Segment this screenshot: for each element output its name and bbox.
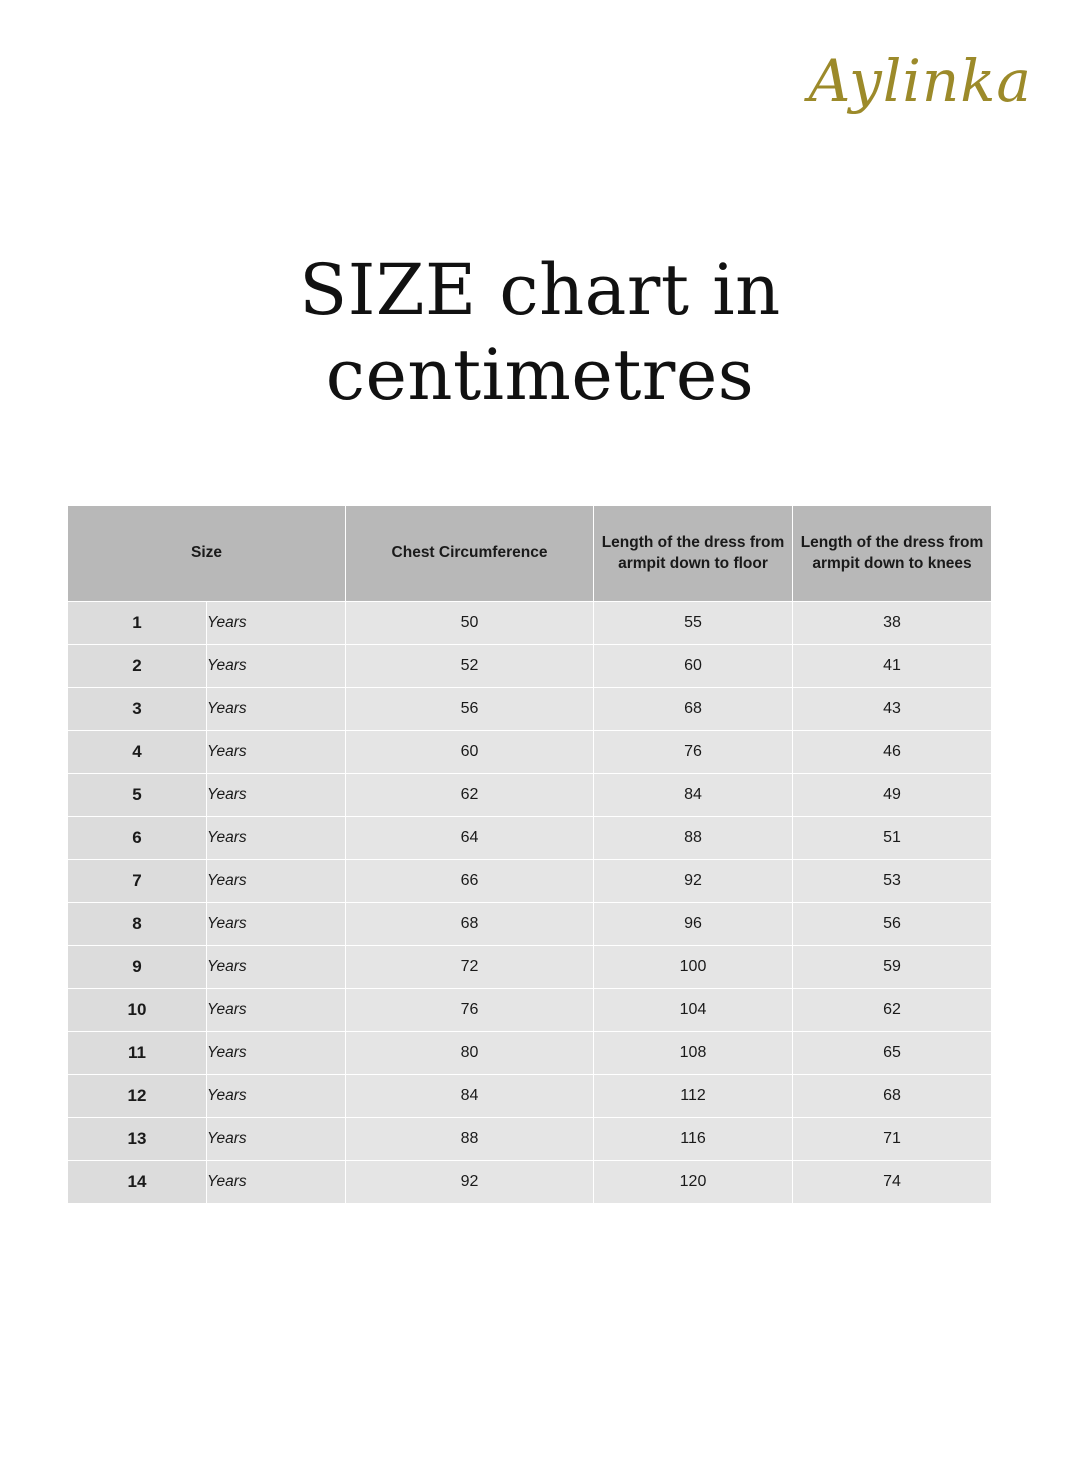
cell-chest-circumference: 84 [346, 1075, 594, 1118]
table-row [68, 602, 992, 645]
cell-length-to-floor: 116 [594, 1118, 793, 1161]
cell-length-to-floor: 55 [594, 602, 793, 645]
size-chart-table-wrapper [67, 505, 991, 1204]
cell-length-to-floor: 96 [594, 903, 793, 946]
cell-size: 1 [68, 602, 207, 645]
column-header-length-to-floor: Length of the dress from armpit down to floor [594, 506, 793, 602]
cell-length-to-knees: 38 [793, 602, 992, 645]
cell-size-unit: Years [207, 1118, 346, 1161]
cell-length-to-knees: 65 [793, 1032, 992, 1075]
cell-chest-circumference: 66 [346, 860, 594, 903]
cell-length-to-floor: 68 [594, 688, 793, 731]
cell-size: 4 [68, 731, 207, 774]
cell-length-to-knees: 53 [793, 860, 992, 903]
table-row [68, 731, 992, 774]
cell-size: 6 [68, 817, 207, 860]
cell-length-to-knees: 49 [793, 774, 992, 817]
column-header-chest-circumference: Chest Circumference [346, 506, 594, 602]
cell-size-unit: Years [207, 946, 346, 989]
table-row [68, 1075, 992, 1118]
cell-size: 5 [68, 774, 207, 817]
cell-chest-circumference: 68 [346, 903, 594, 946]
cell-size-unit: Years [207, 903, 346, 946]
table-row [68, 1032, 992, 1075]
cell-length-to-knees: 43 [793, 688, 992, 731]
cell-size: 13 [68, 1118, 207, 1161]
cell-length-to-floor: 120 [594, 1161, 793, 1204]
table-row [68, 860, 992, 903]
cell-size: 10 [68, 989, 207, 1032]
cell-size-unit: Years [207, 860, 346, 903]
cell-length-to-floor: 100 [594, 946, 793, 989]
cell-size-unit: Years [207, 817, 346, 860]
column-header-length-to-knees: Length of the dress from armpit down to knees [793, 506, 992, 602]
cell-size-unit: Years [207, 1075, 346, 1118]
table-body [68, 602, 992, 1204]
cell-size: 8 [68, 903, 207, 946]
cell-chest-circumference: 60 [346, 731, 594, 774]
table-row [68, 1118, 992, 1161]
cell-size: 11 [68, 1032, 207, 1075]
cell-length-to-knees: 51 [793, 817, 992, 860]
cell-size-unit: Years [207, 645, 346, 688]
table-row [68, 688, 992, 731]
cell-size-unit: Years [207, 1161, 346, 1204]
cell-length-to-floor: 112 [594, 1075, 793, 1118]
table-row [68, 946, 992, 989]
cell-size-unit: Years [207, 989, 346, 1032]
cell-chest-circumference: 72 [346, 946, 594, 989]
cell-size-unit: Years [207, 731, 346, 774]
cell-length-to-knees: 71 [793, 1118, 992, 1161]
cell-length-to-floor: 104 [594, 989, 793, 1032]
cell-length-to-floor: 60 [594, 645, 793, 688]
cell-size: 12 [68, 1075, 207, 1118]
cell-chest-circumference: 80 [346, 1032, 594, 1075]
cell-size-unit: Years [207, 1032, 346, 1075]
brand-logo: Aylinka [808, 47, 1032, 115]
cell-length-to-floor: 108 [594, 1032, 793, 1075]
cell-length-to-floor: 92 [594, 860, 793, 903]
cell-chest-circumference: 88 [346, 1118, 594, 1161]
table-row [68, 817, 992, 860]
column-header-size: Size [68, 506, 346, 602]
size-chart-table [67, 505, 992, 1204]
cell-chest-circumference: 76 [346, 989, 594, 1032]
cell-length-to-knees: 74 [793, 1161, 992, 1204]
cell-chest-circumference: 64 [346, 817, 594, 860]
cell-size-unit: Years [207, 602, 346, 645]
cell-size: 2 [68, 645, 207, 688]
cell-length-to-knees: 62 [793, 989, 992, 1032]
cell-size: 9 [68, 946, 207, 989]
cell-chest-circumference: 52 [346, 645, 594, 688]
cell-chest-circumference: 56 [346, 688, 594, 731]
table-header [68, 506, 992, 602]
cell-length-to-knees: 68 [793, 1075, 992, 1118]
cell-length-to-knees: 59 [793, 946, 992, 989]
cell-length-to-knees: 46 [793, 731, 992, 774]
cell-size-unit: Years [207, 688, 346, 731]
table-row [68, 774, 992, 817]
cell-chest-circumference: 92 [346, 1161, 594, 1204]
table-row [68, 989, 992, 1032]
cell-length-to-floor: 84 [594, 774, 793, 817]
cell-chest-circumference: 62 [346, 774, 594, 817]
cell-size: 3 [68, 688, 207, 731]
table-row [68, 903, 992, 946]
table-row [68, 645, 992, 688]
cell-length-to-knees: 56 [793, 903, 992, 946]
cell-length-to-knees: 41 [793, 645, 992, 688]
cell-size-unit: Years [207, 774, 346, 817]
cell-chest-circumference: 50 [346, 602, 594, 645]
table-header-row [68, 506, 992, 602]
cell-size: 7 [68, 860, 207, 903]
cell-size: 14 [68, 1161, 207, 1204]
page-title: SIZE chart in centimetres [299, 249, 781, 417]
cell-length-to-floor: 88 [594, 817, 793, 860]
cell-length-to-floor: 76 [594, 731, 793, 774]
table-row [68, 1161, 992, 1204]
